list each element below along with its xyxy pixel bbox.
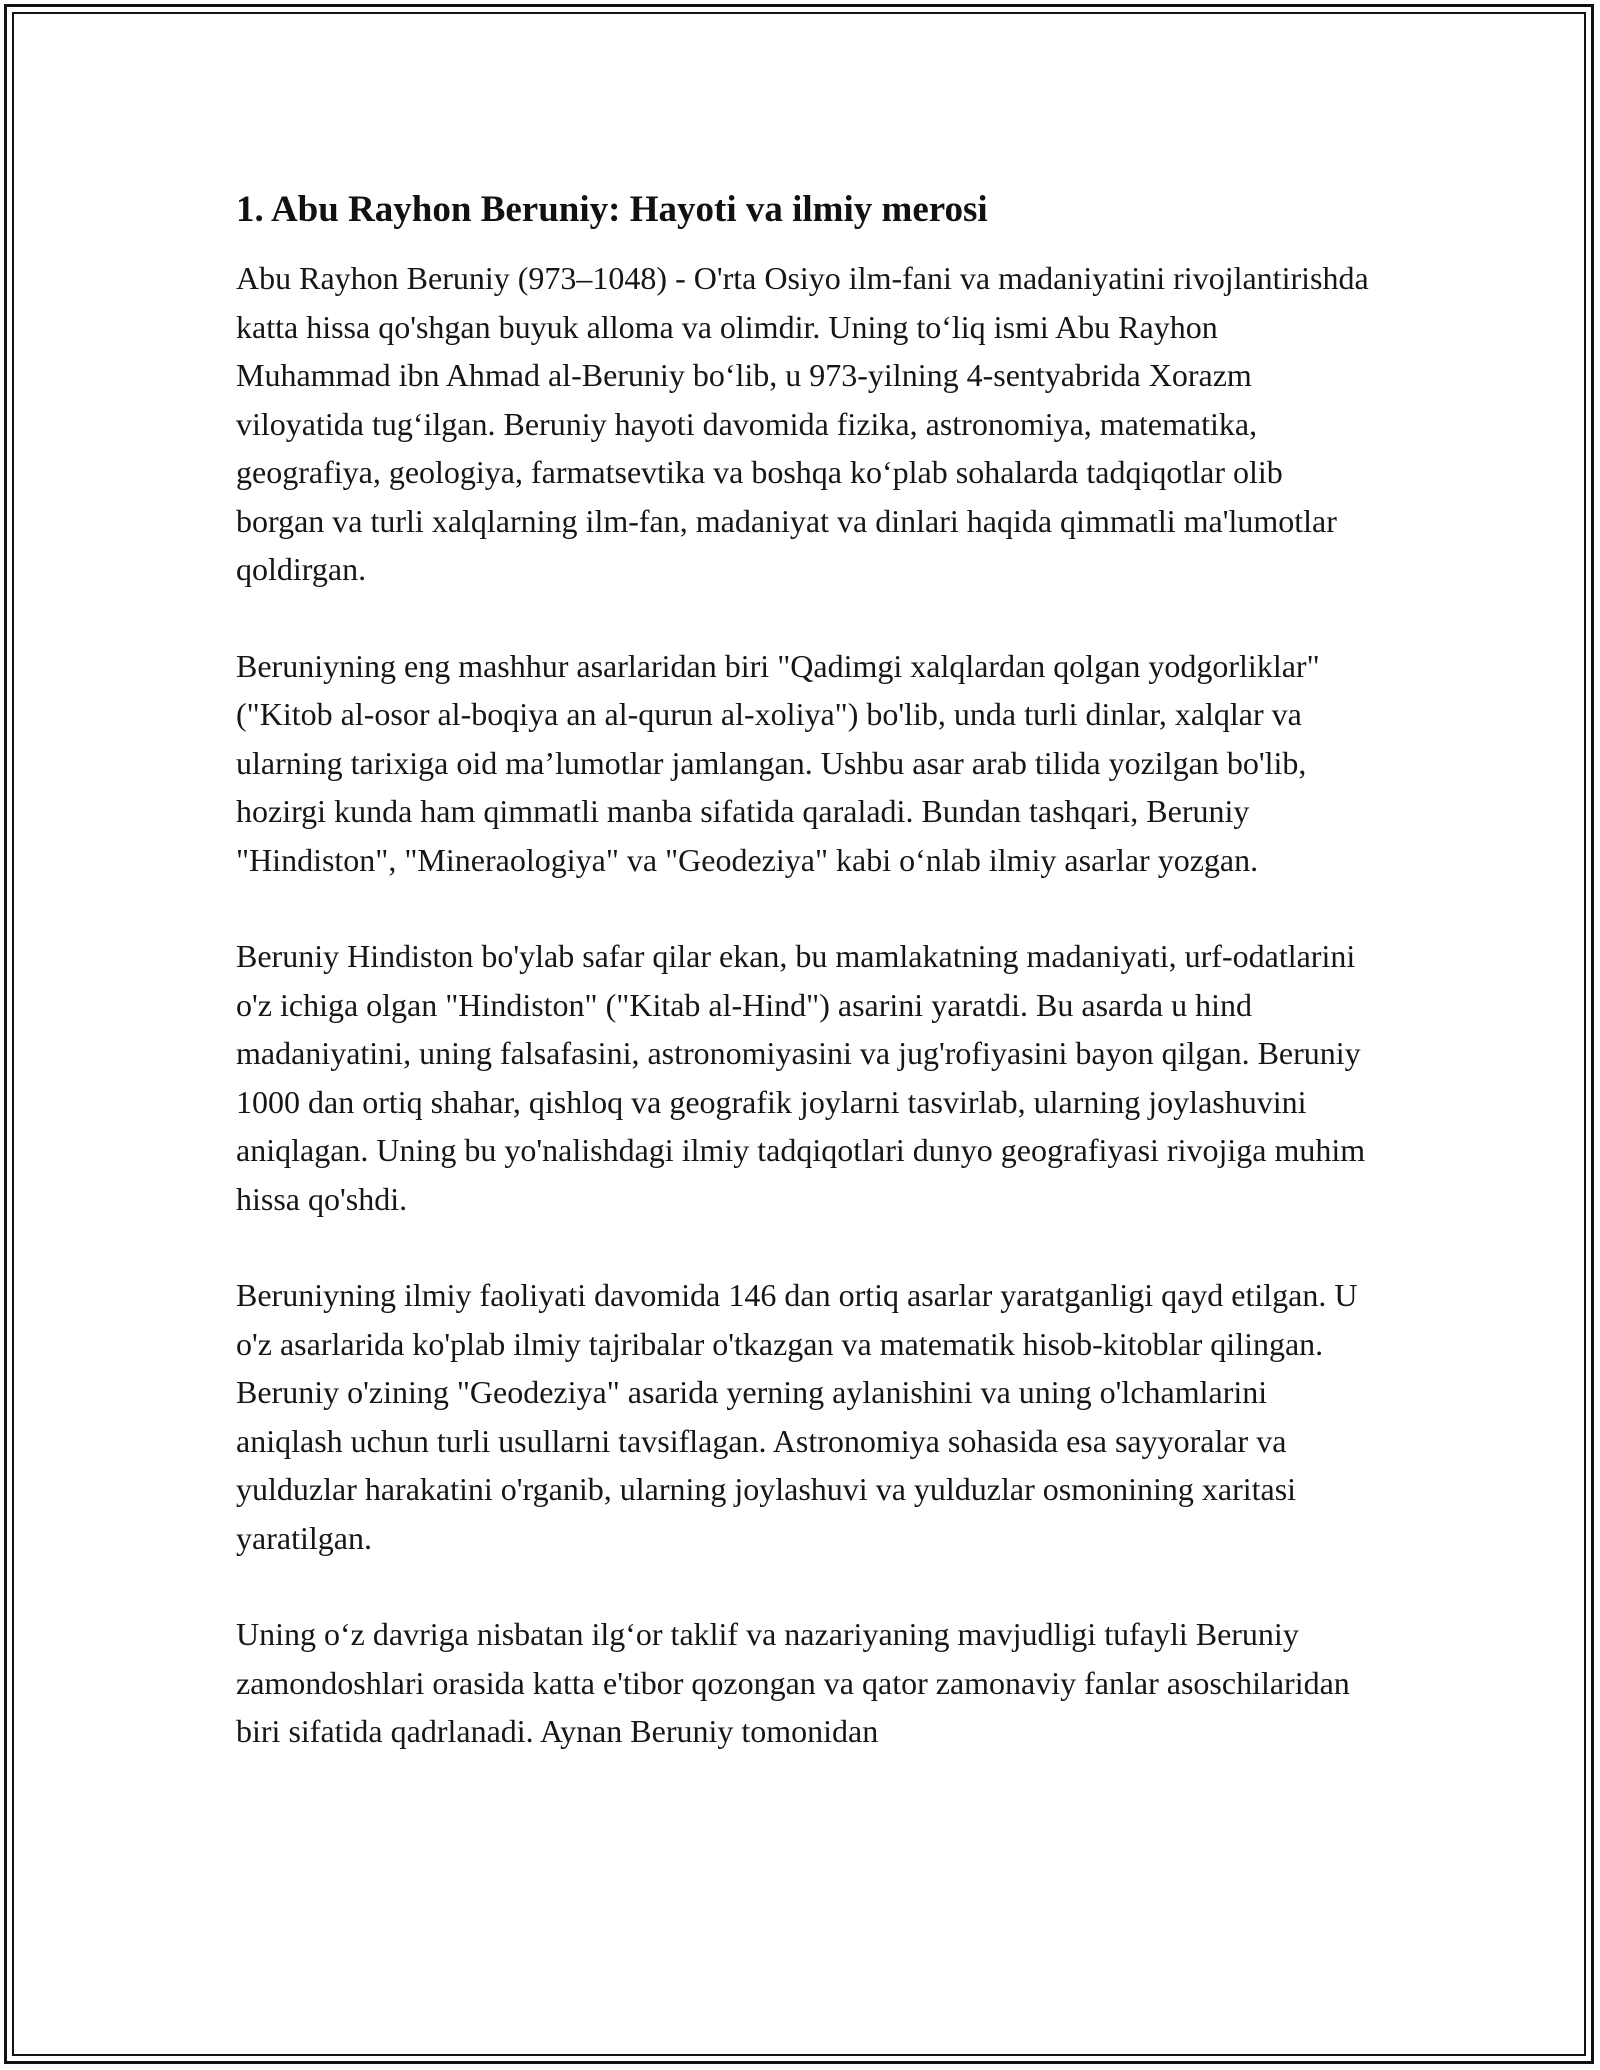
paragraph-legacy: Uning o‘z davriga nisbatan ilg‘or taklif va nazariyaning mavjudligi tufayli Beruniy zamondoshlari orasida katta e'tibor qozongan va qator zamonaviy fanlar asoschilaridan biri sifatida qadrlanadi. Aynan Beruniy tomonidan — [236, 1616, 1350, 1749]
paragraph-scientific-activity: Beruniyning ilmiy faoliyati davomida 146 dan ortiq asarlar yaratganligi qayd etilgan. U o'z asarlarida ko'plab ilmiy tajribalar o'tkazgan va matematik hisob-kitoblar qilingan. Beruniy o'zining "Geodeziya" asarida yerning aylanishini va uning o'lchamlarini aniqlash uchun turli usullarni tavsiflagan. Astronomiya sohasida esa sayyoralar va yulduzlar harakatini o'rganib, ularning joylashuvi va yulduzlar osmonining xaritasi yaratilgan. — [236, 1277, 1358, 1556]
paragraph-biography: Abu Rayhon Beruniy (973–1048) - O'rta Osiyo ilm-fani va madaniyatini rivojlantirishda katta hissa qo'shgan buyuk alloma va olimdir. Uning to‘liq ismi Abu Rayhon Muhammad ibn Ahmad al-Beruniy bo‘lib, u 973-yilning 4-sentyabrida Xorazm viloyatida tug‘ilgan. Beruniy hayoti davomida fizika, astronomiya, matematika, geografiya, geologiya, farmatsevtika va boshqa ko‘plab sohalarda tadqiqotlar olib borgan va turli xalqlarning ilm-fan, madaniyat va dinlari haqida qimmatli ma'lumotlar qoldirgan. — [236, 260, 1369, 587]
paragraph-india: Beruniy Hindiston bo'ylab safar qilar ekan, bu mamlakatning madaniyati, urf-odatlarini o'z ichiga olgan "Hindiston" ("Kitab al-Hind") asarini yaratdi. Bu asarda u hind madaniyatini, uning falsafasini, astronomiyasini va jug'rofiyasini bayon qilgan. Beruniy 1000 dan ortiq shahar, qishloq va geografik joylarni tasvirlab, ularning joylashuvini aniqlagan. Uning bu yo'nalishdagi ilmiy tadqiqotlari dunyo geografiyasi rivojiga muhim hissa qo'shdi. — [236, 938, 1366, 1217]
document-body — [236, 186, 1372, 1804]
section-heading: 1. Abu Rayhon Beruniy: Hayoti va ilmiy merosi — [236, 189, 988, 230]
paragraph-famous-works: Beruniyning eng mashhur asarlaridan biri "Qadimgi xalqlardan qolgan yodgorliklar" ("Kitob al-osor al-boqiya an al-qurun al-xoliya") bo'lib, unda turli dinlar, xalqlar va ularning tarixiga oid ma’lumotlar jamlangan. Ushbu asar arab tilida yozilgan bo'lib, hozirgi kunda ham qimmatli manba sifatida qaraladi. Bundan tashqari, Beruniy "Hindiston", "Mineraologiya" va "Geodeziya" kabi o‘nlab ilmiy asarlar yozgan. — [236, 647, 1320, 878]
